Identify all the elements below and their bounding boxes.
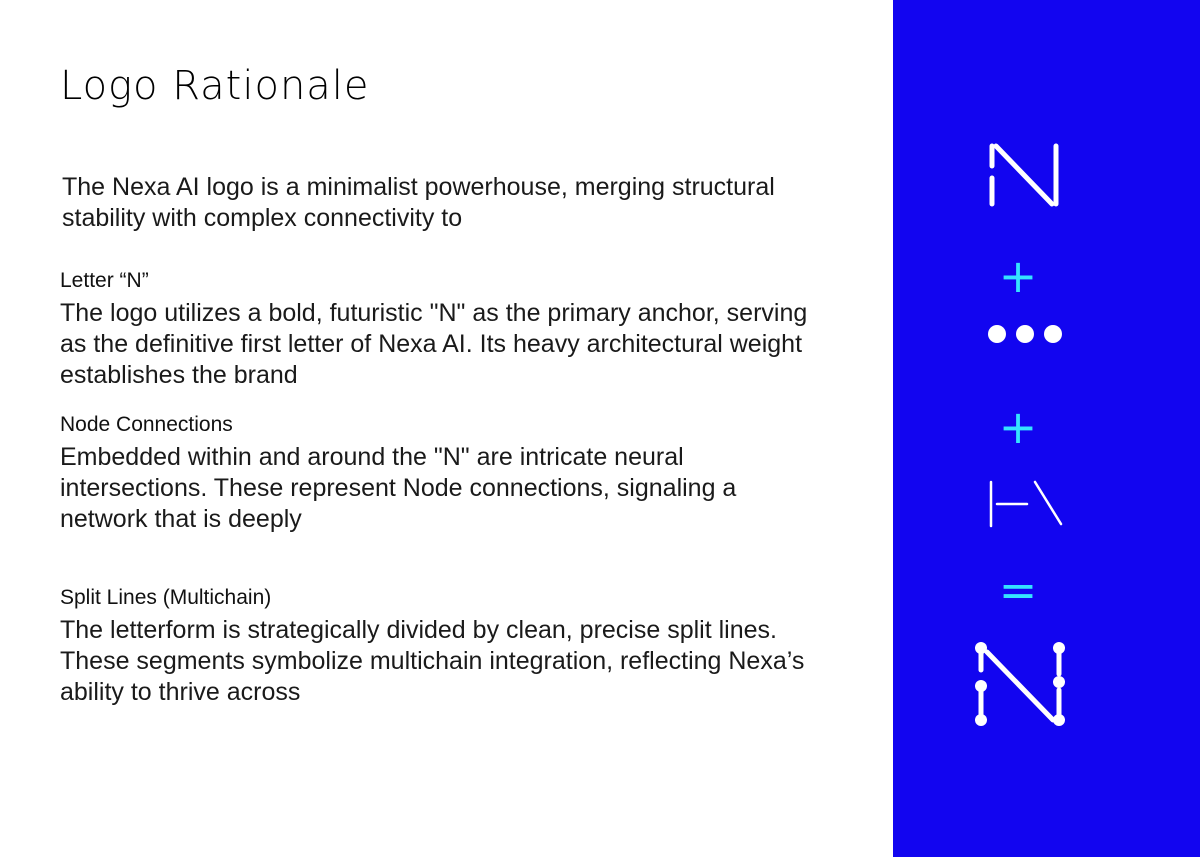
section-body: The logo utilizes a bold, futuristic "N" as the primary anchor, serving as the definitive first letter of Nexa AI. Its heavy architectural weight establishes the brand (60, 299, 808, 389)
section-body: The letterform is strategically divided by clean, precise split lines. These segments symbolize multichain integration, reflecting Nexa’s ability to thrive across (60, 616, 805, 706)
logo-construction-panel (893, 0, 1200, 857)
plus-operator: + (998, 249, 1038, 303)
nexa-logo-icon (973, 640, 1067, 730)
section-heading: Letter “N” (60, 269, 149, 292)
page-title: Logo Rationale (60, 63, 370, 109)
equals-operator: = (998, 563, 1038, 617)
node-dots-icon (987, 322, 1063, 346)
section-letter-n (60, 268, 820, 391)
section-node-connections (60, 412, 820, 535)
section-split-lines (60, 585, 820, 708)
plus-operator: + (998, 400, 1038, 454)
split-lines-icon (987, 478, 1067, 530)
section-heading: Node Connections (60, 413, 233, 436)
intro-paragraph: The Nexa AI logo is a minimalist powerhouse, merging structural stability with complex connectivity to (62, 173, 775, 232)
split-n-icon (986, 140, 1062, 210)
section-heading: Split Lines (Multichain) (60, 586, 272, 609)
section-body: Embedded within and around the "N" are intricate neural intersections. These represent Node connections, signaling a network that is deeply (60, 443, 737, 533)
